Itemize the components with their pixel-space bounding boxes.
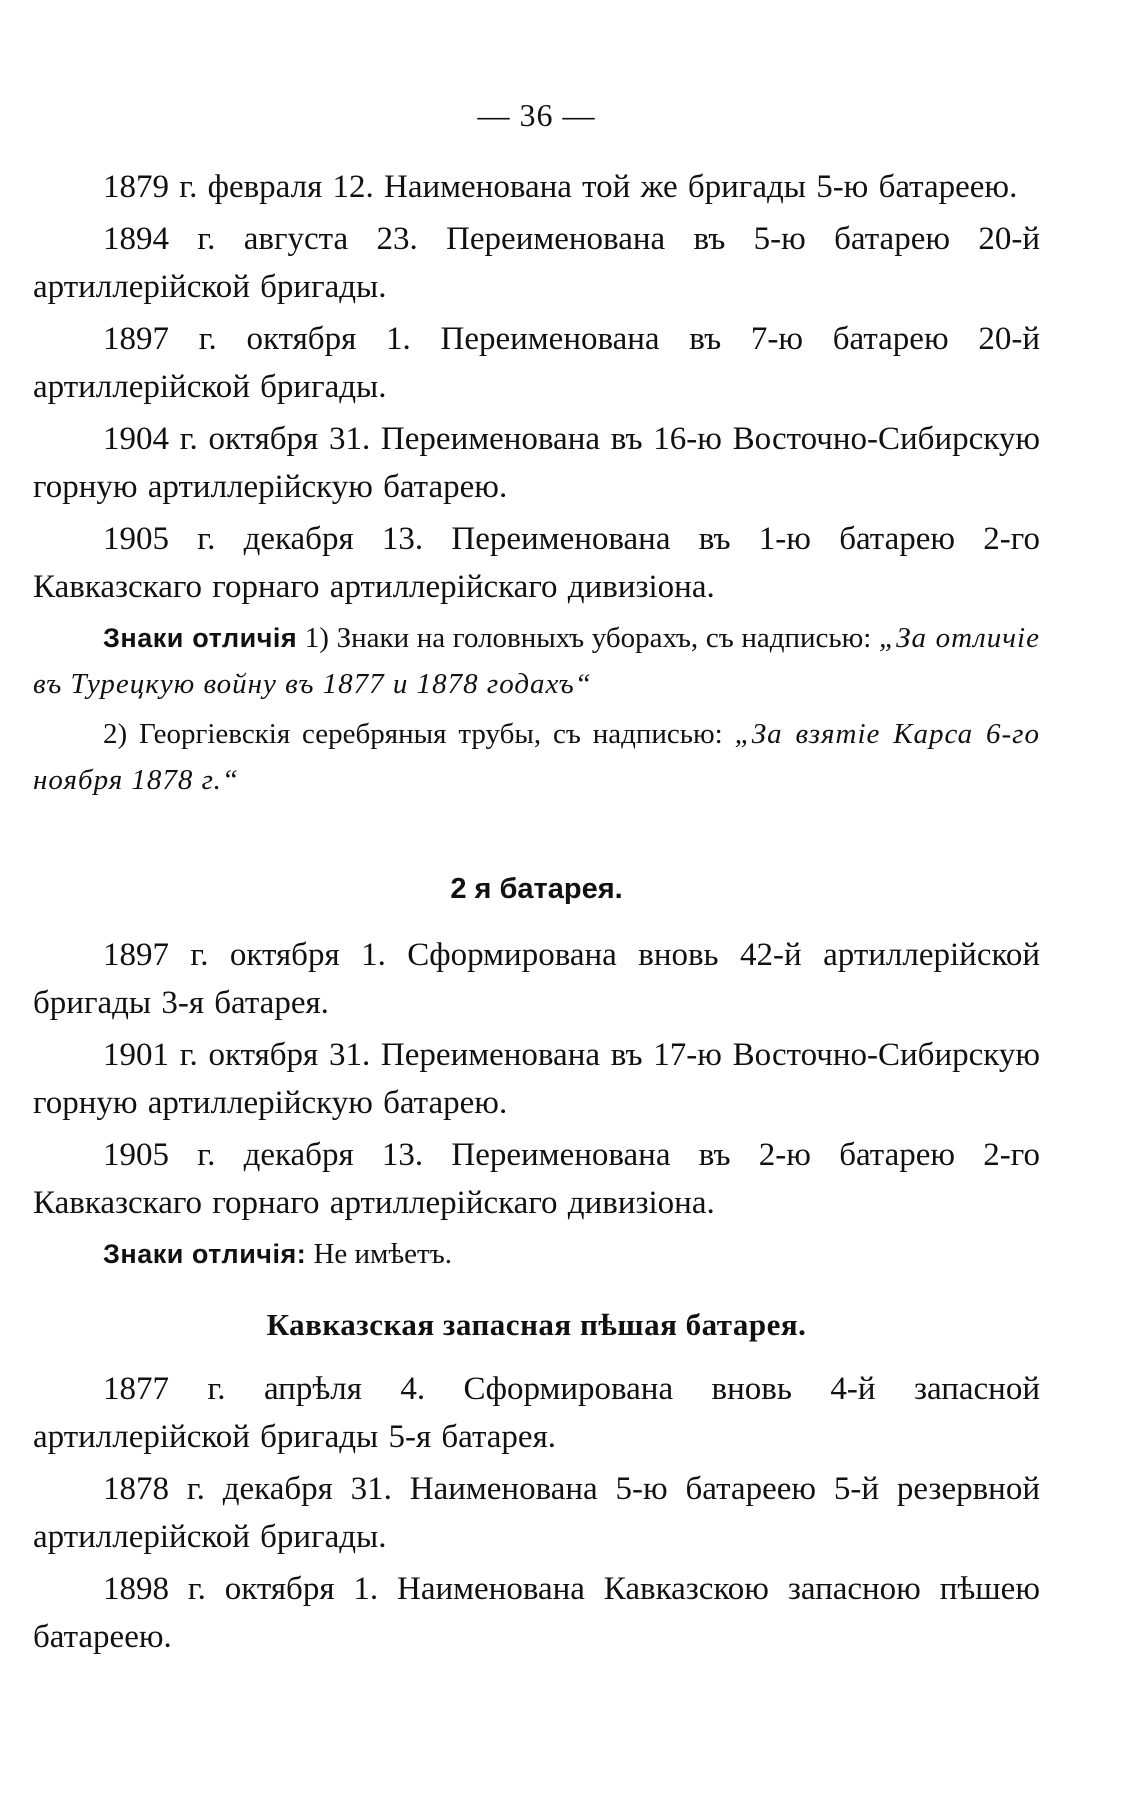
- section-heading: Кавказская запасная пѣшая батарея.: [266, 1307, 807, 1342]
- history-entry: 1904 г. октября 31. Переименована въ 16-ю Восточно-Сибирскую горную артиллерійскую батарею.: [33, 421, 1040, 505]
- distinctions-paragraph: [33, 711, 1040, 803]
- history-entry: 1897 г. октября 1. Сформирована вновь 42-й артиллерійской бригады 3-я батарея.: [33, 937, 1040, 1021]
- distinctions-label: Знаки отличія: [103, 623, 298, 653]
- distinction-2-text: 2) Георгіевскія серебряныя трубы, съ надписью:: [103, 718, 735, 750]
- history-entry: 1878 г. декабря 31. Наименована 5-ю батареею 5-й резервной артиллерійской бригады.: [33, 1471, 1040, 1555]
- history-entry: 1901 г. октября 31. Переименована въ 17-ю Восточно-Сибирскую горную артиллерійскую батарею.: [33, 1037, 1040, 1121]
- page-number: — 36 —: [477, 97, 596, 133]
- history-entry: 1879 г. февраля 12. Наименована той же бригады 5-ю батареею.: [103, 169, 1018, 205]
- section-heading: 2 я батарея.: [450, 873, 623, 905]
- history-entry: 1897 г. октября 1. Переименована въ 7-ю батарею 20-й артиллерійской бригады.: [33, 321, 1040, 405]
- distinctions-paragraph: [33, 615, 1040, 707]
- distinction-1-text: 1) Знаки на головныхъ уборахъ, съ надписью:: [297, 622, 879, 654]
- distinctions-text: Не имѣетъ.: [306, 1238, 452, 1270]
- distinction-2-motto: „За взятіе Карса 6-го ноября 1878 г.“: [33, 718, 1040, 796]
- history-entry: 1905 г. декабря 13. Переименована въ 2-ю батарею 2-го Кавказскаго горнаго артиллерійскаго дивизіона.: [33, 1137, 1040, 1221]
- document-page: [33, 95, 1040, 1665]
- distinctions-paragraph: [33, 1231, 1040, 1277]
- distinctions-label: Знаки отличія:: [103, 1239, 307, 1269]
- distinction-1-motto: „За отличіе въ Турецкую войну въ 1877 и 1878 годахъ“: [33, 622, 1040, 700]
- history-entry: 1877 г. апрѣля 4. Сформирована вновь 4-й запасной артиллерійской бригады 5-я батарея.: [33, 1371, 1040, 1455]
- history-entry: 1898 г. октября 1. Наименована Кавказскою запасною пѣшею батареею.: [33, 1571, 1040, 1655]
- history-entry: 1905 г. декабря 13. Переименована въ 1-ю батарею 2-го Кавказскаго горнаго артиллерійскаго дивизіона.: [33, 521, 1040, 605]
- section-reserve-battery: [33, 1305, 1040, 1661]
- history-entry: 1894 г. августа 23. Переименована въ 5-ю батарею 20-й артиллерійской бригады.: [33, 221, 1040, 305]
- section-first-battery-continuation: [33, 163, 1040, 803]
- section-second-battery: [33, 869, 1040, 1277]
